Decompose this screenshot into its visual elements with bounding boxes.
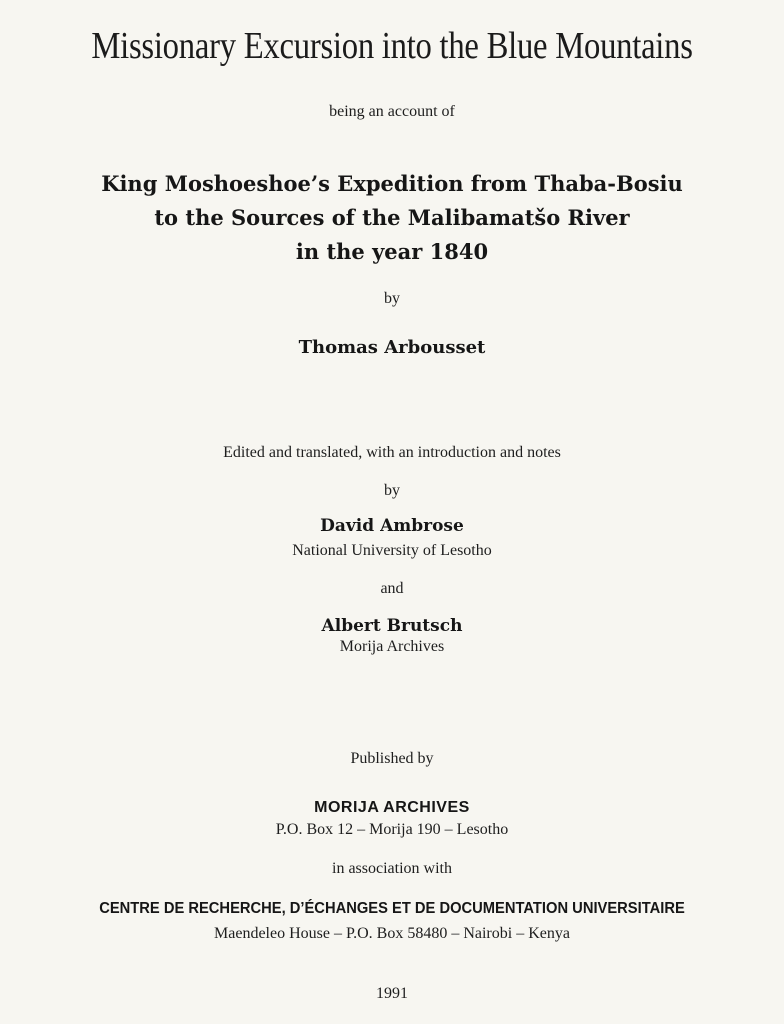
editor-2-name: Albert Brutsch: [321, 616, 463, 636]
editor-2-affiliation: Morija Archives: [339, 638, 445, 655]
published-by-label: Published by: [350, 750, 434, 767]
editor-1-affiliation: National University of Lesotho: [292, 542, 492, 559]
subtitle-line-1: King Moshoeshoe’s Expedition from Thaba-Bosiu: [101, 171, 683, 196]
partner-name: CENTRE DE RECHERCHE, D’ÉCHANGES ET DE DOCUMENTATION UNIVERSITAIRE: [99, 900, 685, 917]
edited-line: Edited and translated, with an introduction and notes: [223, 444, 561, 461]
subtitle-line-3: in the year 1840: [295, 239, 489, 264]
book-title: Missionary Excursion into the Blue Mountains: [91, 25, 693, 67]
by-label-2: by: [384, 482, 400, 499]
publisher-name: MORIJA ARCHIVES: [314, 799, 470, 816]
editor-1-name: David Ambrose: [320, 516, 464, 536]
publisher-address: P.O. Box 12 – Morija 190 – Lesotho: [275, 821, 509, 838]
author-name: Thomas Arbousset: [298, 337, 486, 358]
association-label: in association with: [332, 860, 452, 877]
and-label: and: [380, 580, 404, 597]
by-label-1: by: [384, 290, 400, 307]
intro-line: being an account of: [329, 103, 455, 120]
subtitle-line-2: to the Sources of the Malibamatšo River: [154, 205, 630, 230]
partner-address: Maendeleo House – P.O. Box 58480 – Nairobi – Kenya: [214, 925, 570, 942]
publication-year: 1991: [376, 985, 408, 1002]
